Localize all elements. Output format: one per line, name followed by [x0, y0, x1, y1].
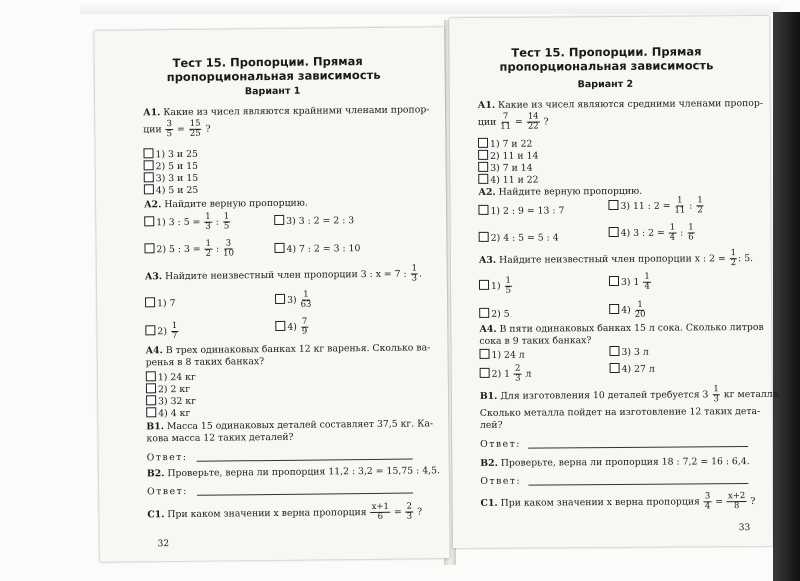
answer-option[interactable]: 1) $\frac{1}{5}$	[479, 277, 513, 296]
answer-option[interactable]: 1) 2 : 9 = 13 : 7	[478, 204, 564, 217]
answer-option[interactable]: 1) 7 и 22	[478, 138, 532, 150]
question-label: В2.	[480, 457, 498, 469]
answer-option[interactable]: 4) 5 и 25	[144, 184, 198, 197]
page-title: Тест 15. Пропорции. Прямая	[511, 44, 702, 60]
question-a3: А3. Найдите неизвестный член пропорции 3 : x = 7 : $\frac{1}{3}$ .	[144, 263, 423, 284]
question-text: Найдите верную пропорцию.	[164, 197, 308, 211]
scanner-shadow	[773, 12, 800, 581]
answer-option[interactable]: 4) $\frac{7}{9}$	[275, 318, 309, 337]
question-label: А2.	[143, 199, 162, 211]
checkbox[interactable]	[610, 363, 620, 373]
answer-option[interactable]: 3) 3 : 2 = 2 : 3	[274, 214, 354, 227]
question-text: ции	[143, 124, 162, 136]
question-label: С1.	[480, 497, 498, 509]
checkbox[interactable]	[274, 215, 284, 225]
checkbox[interactable]	[146, 383, 156, 393]
checkbox[interactable]	[144, 243, 154, 253]
question-label: В2.	[146, 468, 165, 480]
answer-line[interactable]	[528, 483, 748, 486]
page-subtitle: пропорциональная зависимость	[166, 67, 381, 85]
question-text: Масса 15 одинаковых деталей составляет 37,5 кг. Ка-	[166, 418, 434, 433]
question-label: В1.	[479, 390, 498, 402]
question-text: ренья в 8 таких банках?	[145, 356, 265, 369]
answer-option[interactable]: 2) 5 и 15	[144, 160, 198, 173]
question-text: Какие из чисел являются средними членами пропор-	[497, 97, 763, 111]
question-text: Проверьте, верна ли пропорция 18 : 7,2 = 16 : 6,4.	[500, 456, 750, 469]
answer-option[interactable]: 2) 1 $\frac{2}{3}$ л	[480, 365, 532, 384]
answer-label: Ответ:	[480, 475, 522, 487]
question-b1	[146, 418, 433, 432]
question-label: А3.	[478, 254, 497, 266]
checkbox[interactable]	[144, 184, 154, 194]
answer-option[interactable]: 3) 11 : 2 = $\frac{1}{11}$ : $\frac{1}{2}$	[608, 196, 704, 216]
checkbox[interactable]	[145, 297, 155, 307]
checkbox[interactable]	[609, 276, 619, 286]
question-a2	[144, 198, 308, 211]
question-text: лей?	[479, 419, 503, 431]
checkbox[interactable]	[275, 321, 285, 331]
question-a1-line2: ции $\frac{7}{11}$ = $\frac{14}{22}$ ?	[477, 111, 549, 132]
answer-option[interactable]: 1) 24 л	[479, 349, 524, 361]
answer-option[interactable]: 3) 1 $\frac{1}{4}$	[609, 273, 652, 292]
answer-option[interactable]: 2) 5 : 3 = $\frac{1}{2}$ : $\frac{3}{10}$	[144, 239, 235, 259]
question-a1	[143, 104, 429, 118]
checkbox[interactable]	[478, 174, 488, 184]
answer-option[interactable]: 3) $\frac{1}{63}$	[275, 291, 313, 310]
question-text: В трех одинаковых банках 12 кг варенья. Сколько ва-	[165, 342, 431, 357]
question-label: А2.	[478, 186, 496, 198]
question-text: Найдите неизвестный член пропорции x : 2 =	[499, 253, 726, 266]
checkbox[interactable]	[609, 304, 619, 314]
question-text: Какие из чисел являются крайними членами пропор-	[163, 104, 430, 119]
question-label: А4.	[145, 345, 163, 357]
question-label: А3.	[144, 271, 163, 283]
question-label: С1.	[147, 509, 165, 521]
question-a3: А3. Найдите неизвестный член пропорции x : 2 = $\frac{1}{2}$ : 5.	[478, 248, 754, 269]
question-text: Сколько металла пойдет на изготовление 12 таких дета-	[479, 405, 761, 419]
checkbox[interactable]	[609, 227, 619, 237]
page-left	[94, 27, 450, 562]
answer-option[interactable]: 4) 3 : 2 = $\frac{1}{4}$ : $\frac{1}{6}$	[609, 223, 696, 243]
checkbox[interactable]	[478, 162, 488, 172]
checkbox[interactable]	[478, 150, 488, 160]
answer-option[interactable]: 3) 3 и 15	[144, 172, 198, 185]
page-title: Тест 15. Пропорции. Прямая	[172, 54, 363, 71]
question-label: А4.	[479, 323, 497, 335]
checkbox[interactable]	[480, 368, 490, 378]
question-label: А1.	[143, 107, 161, 119]
checkbox[interactable]	[478, 205, 488, 215]
answer-option[interactable]: 3) 3 л	[609, 346, 648, 358]
question-text: При каком значении x верна пропорция	[167, 507, 367, 521]
question-text: кова масса 12 таких деталей?	[146, 431, 294, 445]
answer-option[interactable]: 3) 32 кг	[146, 395, 196, 408]
answer-option[interactable]: 2) 4 : 5 = 5 : 4	[479, 231, 559, 244]
question-text: Найдите верную пропорцию.	[498, 185, 643, 198]
answer-label: Ответ:	[147, 485, 188, 498]
checkbox[interactable]	[146, 371, 156, 381]
answer-option[interactable]: 4) 27 л	[610, 363, 655, 375]
fraction: $\frac{15}{25}$	[189, 118, 201, 139]
question-b2	[480, 456, 749, 469]
answer-option[interactable]: 1) 3 : 5 = $\frac{1}{3}$ : $\frac{1}{5}$	[144, 212, 231, 232]
answer-line[interactable]	[197, 459, 413, 462]
question-text: Проверьте, верна ли пропорция 11,2 : 3,2 = 15,75 : 4,5.	[167, 465, 440, 480]
question-text: В пяти одинаковых банках 15 л сока. Сколько литров	[499, 321, 764, 335]
checkbox[interactable]	[145, 325, 155, 335]
checkbox[interactable]	[146, 395, 156, 405]
page-subtitle: пропорциональная зависимость	[499, 58, 714, 74]
answer-option[interactable]: 1) 3 и 25	[143, 148, 197, 161]
fraction: $\frac{3}{5}$	[166, 119, 173, 140]
answer-option[interactable]: 2) 2 кг	[146, 383, 190, 395]
question-label: В1.	[146, 421, 165, 433]
answer-option[interactable]: 2) $\frac{1}{7}$	[145, 322, 179, 341]
checkbox[interactable]	[479, 308, 489, 318]
answer-label: Ответ:	[146, 451, 188, 464]
question-a4	[146, 342, 431, 356]
checkbox[interactable]	[608, 200, 618, 210]
question-b1: В1. Для изготовления 10 деталей требуется 3 $\frac{1}{3}$ кг металла.	[479, 384, 782, 405]
answer-option[interactable]: 1) 24 кг	[146, 371, 196, 384]
answer-line[interactable]	[528, 446, 748, 449]
scanner-edge	[80, 0, 780, 14]
answer-option[interactable]: 1) 7	[145, 297, 176, 309]
variant-label: Вариант 2	[577, 78, 634, 91]
page-number: 32	[157, 539, 170, 550]
checkbox[interactable]	[479, 232, 489, 242]
question-a4	[479, 322, 763, 335]
checkbox[interactable]	[146, 407, 156, 417]
checkbox[interactable]	[479, 349, 489, 359]
checkbox[interactable]	[275, 294, 285, 304]
page-number: 33	[738, 523, 751, 534]
checkbox[interactable]	[479, 280, 489, 290]
answer-option[interactable]: 4) $\frac{1}{20}$	[609, 301, 646, 320]
checkbox[interactable]	[144, 216, 154, 226]
answer-option[interactable]: 4) 7 : 2 = 3 : 10	[274, 242, 360, 255]
question-a1	[478, 98, 763, 111]
answer-option[interactable]: 4) 4 кг	[146, 407, 190, 419]
answer-option[interactable]: 4) 11 и 22	[478, 174, 538, 186]
answer-option[interactable]: 2) 5	[479, 308, 510, 320]
checkbox[interactable]	[609, 346, 619, 356]
question-c1: С1. При каком значении x верна пропорция $\frac{3}{4}$ = $\frac{x+2}{8}$ ?	[480, 491, 756, 512]
question-a1-line2: ции $\frac{3}{5}$ = $\frac{15}{25}$ ?	[143, 118, 211, 140]
question-label: А1.	[477, 99, 496, 111]
answer-line[interactable]	[197, 493, 413, 496]
checkbox[interactable]	[274, 243, 284, 253]
question-text: сока в 9 таких банках?	[479, 335, 592, 347]
question-b2	[147, 465, 440, 479]
checkbox[interactable]	[144, 160, 154, 170]
checkbox[interactable]	[144, 172, 154, 182]
question-c1: С1. При каком значении x верна пропорция $\frac{x+1}{6}$ = $\frac{2}{3}$ ?	[147, 501, 423, 522]
page-right	[449, 16, 782, 548]
answer-label: Ответ:	[480, 438, 521, 450]
question-text: Найдите неизвестный член пропорции 3 : x = 7 :	[164, 268, 407, 283]
checkbox[interactable]	[478, 138, 488, 148]
question-text: Для изготовления 10 деталей требуется 3	[500, 389, 709, 402]
question-text: При каком значении x верна пропорция	[500, 496, 700, 509]
answer-option[interactable]: 3) 7 и 14	[478, 162, 532, 174]
variant-label: Вариант 1	[244, 85, 301, 98]
checkbox[interactable]	[143, 148, 153, 158]
answer-option[interactable]: 2) 11 и 14	[478, 150, 538, 162]
